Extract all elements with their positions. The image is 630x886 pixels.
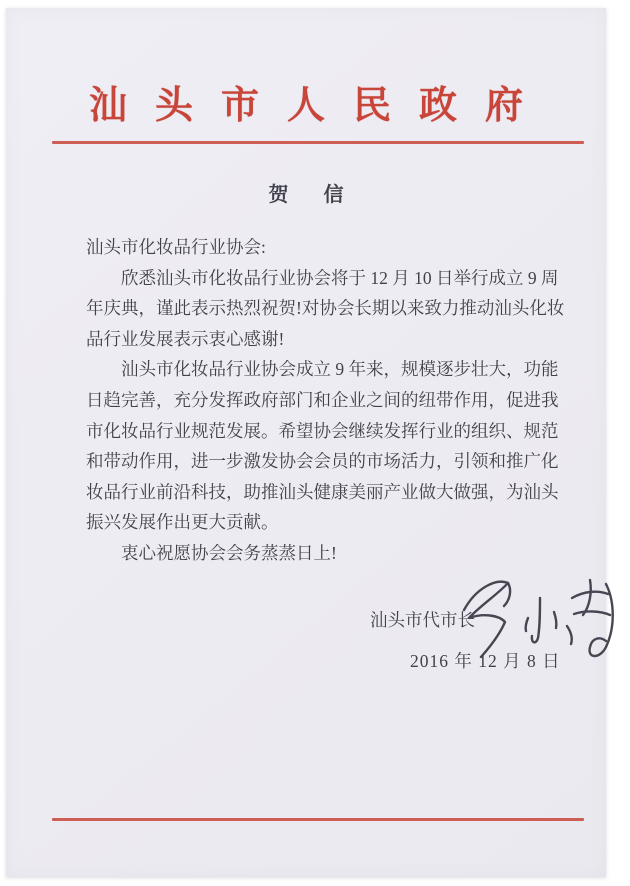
body-line: 日趋完善，充分发挥政府部门和企业之间的纽带作用，促进我: [86, 389, 559, 410]
letter-body: [86, 232, 568, 569]
letterhead-org-name: 汕头市人民政府: [88, 85, 551, 127]
letter-title: 贺 信: [268, 184, 344, 206]
body-line: 年庆典，谨此表示热烈祝贺!对协会长期以来致力推动汕头化妆: [86, 298, 565, 319]
letter-date: 2016 年 12 月 8 日: [410, 651, 561, 671]
body-line: 妆品行业前沿科技，助推汕头健康美丽产业做大做强，为汕头: [86, 481, 559, 502]
body-line: 市化妆品行业规范发展。希望协会继续发挥行业的组织、规范: [86, 420, 559, 441]
body-line: 振兴发展作出更大贡献。: [86, 512, 279, 533]
body-line: 和带动作用，进一步激发协会会员的市场活力，引领和推广化: [86, 451, 559, 472]
body-line: 欣悉汕头市化妆品行业协会将于 12 月 10 日举行成立 9 周: [121, 267, 559, 288]
signer-title: 汕头市代市长: [370, 610, 475, 630]
body-line: 品行业发展表示衷心感谢!: [86, 328, 285, 349]
letter-paper: [6, 8, 606, 877]
body-line: 汕头市化妆品行业协会成立 9 年来，规模逐步壮大，功能: [121, 359, 559, 380]
footer-divider-line: [52, 818, 584, 821]
body-line: 汕头市化妆品行业协会:: [86, 237, 266, 257]
letterhead-divider-line: [52, 141, 584, 144]
body-line: 衷心祝愿协会会务蒸蒸日上!: [121, 542, 337, 563]
